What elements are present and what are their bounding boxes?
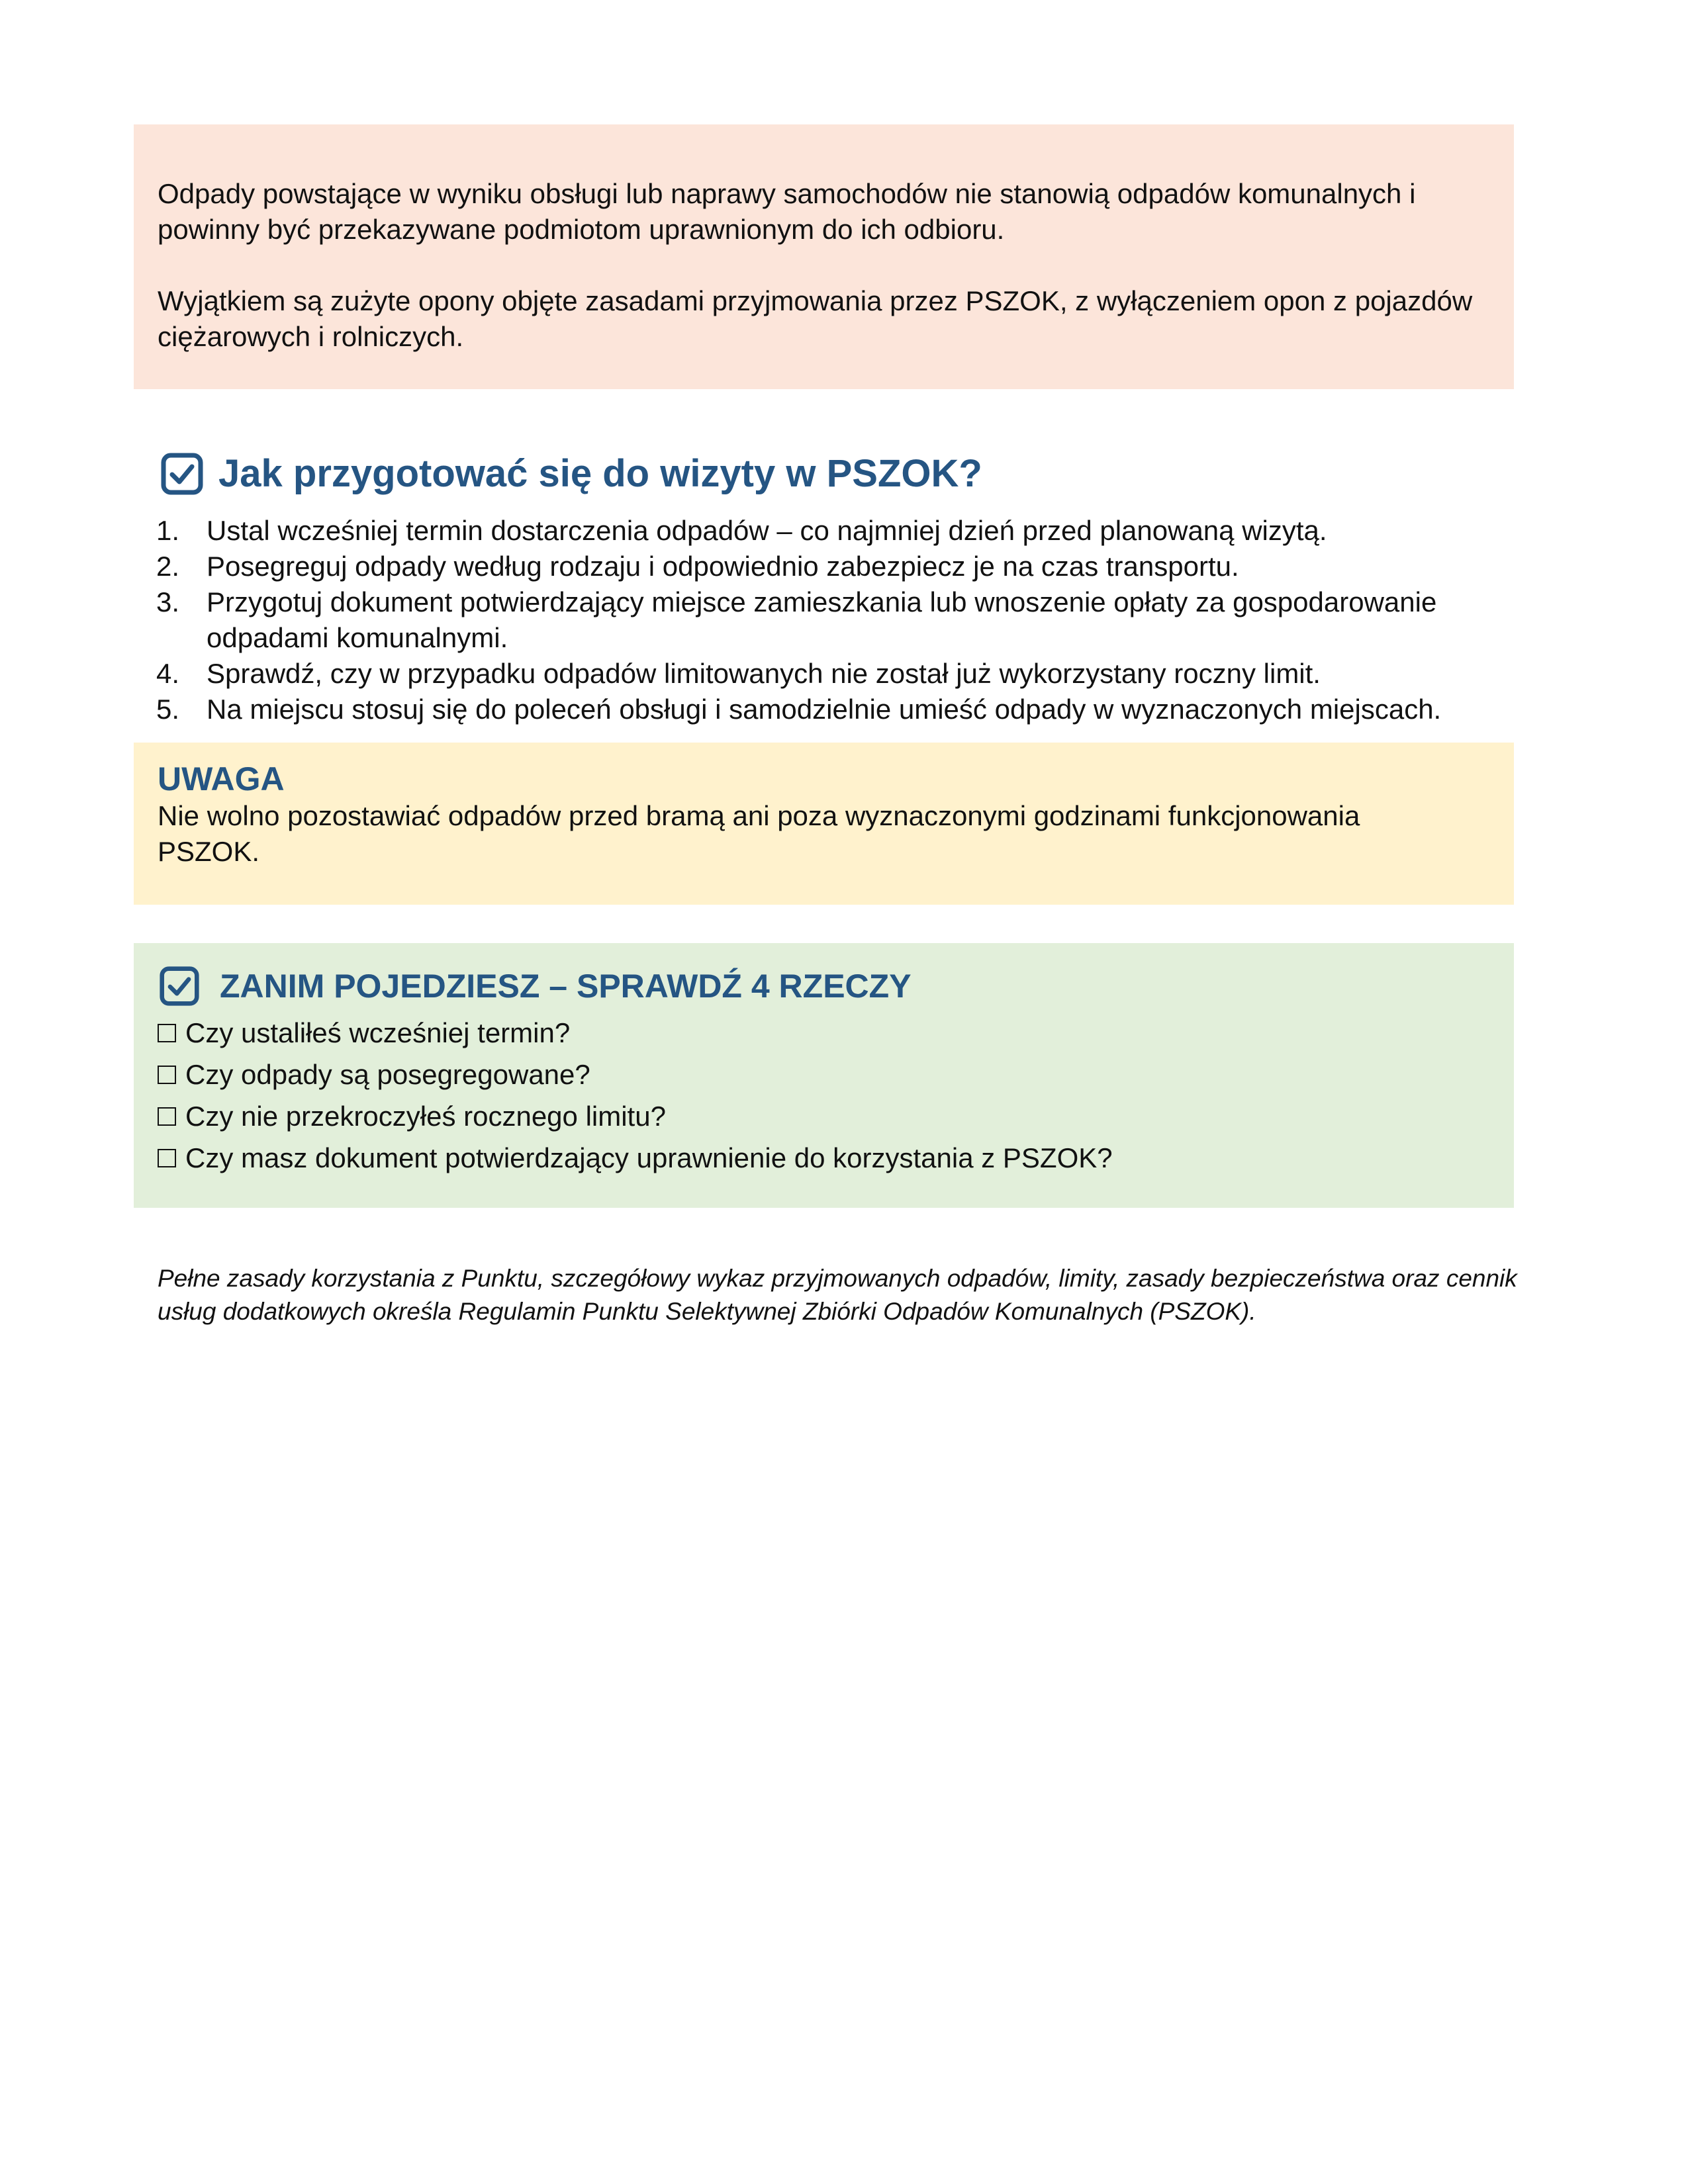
notice-paragraph-2: Wyjątkiem są zużyte opony objęte zasadami przyjmowania przez PSZOK, z wyłączeniem opon z pojazdów ciężarowych i rolniczych.	[158, 285, 1473, 352]
checklist-heading	[158, 963, 1490, 1009]
list-item	[134, 692, 1524, 727]
step-number: 1.	[156, 515, 180, 546]
checklist-item-text: Czy ustaliłeś wcześniej termin?	[185, 1017, 571, 1048]
checklist-title: ZANIM POJEDZIESZ – SPRAWDŹ 4 RZECZY	[220, 968, 912, 1005]
empty-checkbox-icon	[158, 1066, 176, 1084]
empty-checkbox-icon	[158, 1107, 176, 1126]
step-text: Na miejscu stosuj się do poleceń obsługi i samodzielnie umieść odpady w wyznaczonych miejscach.	[207, 694, 1442, 725]
checklist-item	[158, 1012, 1490, 1054]
checklist-items	[158, 1012, 1490, 1179]
empty-checkbox-icon	[158, 1149, 176, 1167]
step-number: 3.	[156, 586, 180, 617]
preparation-heading	[160, 447, 982, 500]
list-item	[134, 513, 1524, 549]
step-text: Sprawdź, czy w przypadku odpadów limitowanych nie został już wykorzystany roczny limit.	[207, 658, 1321, 689]
warning-title: UWAGA	[158, 760, 285, 797]
step-number: 5.	[156, 694, 180, 725]
notice-paragraph-1: Odpady powstające w wyniku obsługi lub naprawy samochodów nie stanowią odpadów komunalnych i powinny być przekazywane podmiotom uprawnionym do ich odbioru.	[158, 178, 1416, 245]
checklist-item	[158, 1137, 1490, 1179]
list-item	[134, 584, 1524, 656]
checklist-item	[158, 1054, 1490, 1095]
step-number: 2.	[156, 551, 180, 582]
warning-box	[134, 743, 1514, 905]
list-item	[134, 549, 1524, 584]
step-text: Ustal wcześniej termin dostarczenia odpadów – co najmniej dzień przed planowaną wizytą.	[207, 515, 1327, 546]
preparation-steps	[134, 513, 1524, 727]
step-text: Przygotuj dokument potwierdzający miejsce zamieszkania lub wnoszenie opłaty za gospodarowanie odpadami komunalnymi.	[207, 586, 1437, 653]
checklist-item-text: Czy nie przekroczyłeś rocznego limitu?	[185, 1101, 666, 1132]
list-item	[134, 656, 1524, 692]
empty-checkbox-icon	[158, 1024, 176, 1042]
checklist-item-text: Czy odpady są posegregowane?	[185, 1059, 590, 1090]
preparation-title: Jak przygotować się do wizyty w PSZOK?	[218, 452, 982, 495]
notice-box	[134, 124, 1514, 389]
checked-box-icon	[160, 452, 204, 496]
footnote: Pełne zasady korzystania z Punktu, szczegółowy wykaz przyjmowanych odpadów, limity, zasady bezpieczeństwa oraz cennik usług dodatkowych określa Regulamin Punktu Selektywnej Zbiórki Odpadów Komunalnych (PSZOK).	[158, 1265, 1517, 1325]
checklist-item	[158, 1095, 1490, 1137]
warning-text: Nie wolno pozostawiać odpadów przed bramą ani poza wyznaczonymi godzinami funkcjonowania PSZOK.	[158, 800, 1360, 867]
step-number: 4.	[156, 658, 180, 689]
step-text: Posegreguj odpady według rodzaju i odpowiednio zabezpiecz je na czas transportu.	[207, 551, 1239, 582]
checklist-item-text: Czy masz dokument potwierdzający uprawnienie do korzystania z PSZOK?	[185, 1142, 1113, 1173]
checklist-box	[134, 943, 1514, 1208]
checked-box-icon	[159, 966, 200, 1007]
